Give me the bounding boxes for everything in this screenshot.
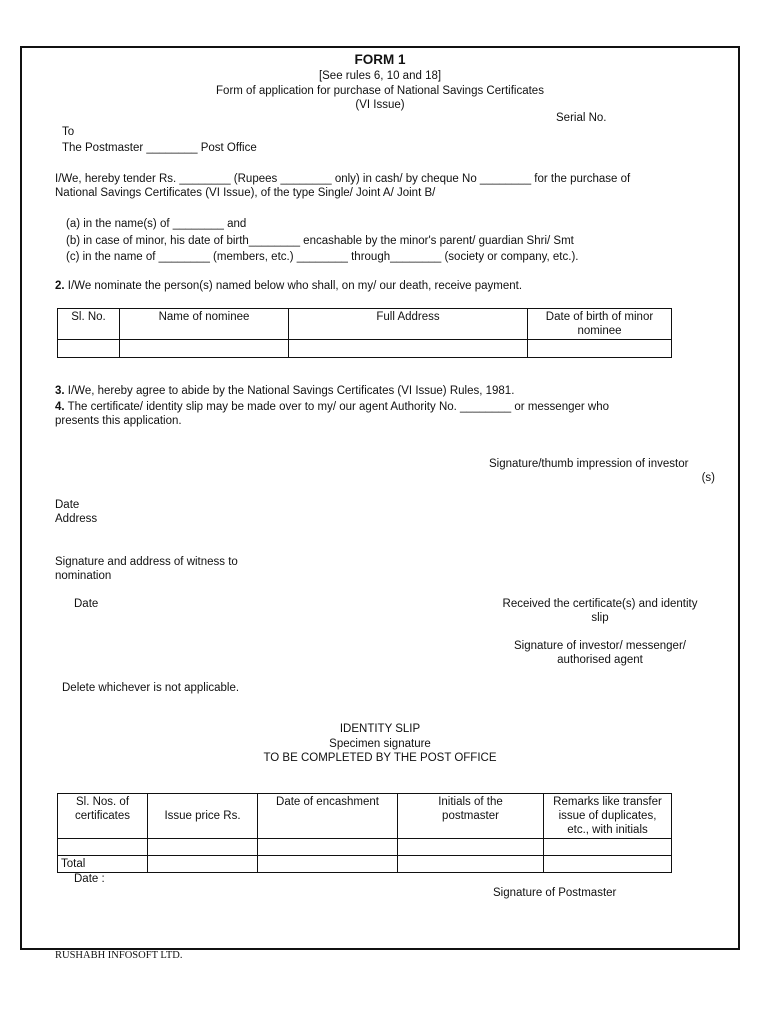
slip-total-cell[interactable] [258,856,398,873]
option-c: (c) in the name of ________ (members, etc.) ________ through________ (society or company, etc.). [66,251,579,263]
slip-total-label: Total [58,856,148,873]
slip-col-initials: Initials of the postmaster [398,794,544,839]
agent-signature-label-2: authorised agent [557,654,643,666]
slip-total-row [58,856,672,873]
nominee-table [57,308,672,358]
date-label-2: Date [74,598,99,610]
slip-col-serials: Sl. Nos. of certificates [58,794,148,839]
signature-investor-label-2: (s) [701,472,715,484]
tender-line-2: National Savings Certificates (VI Issue), of the type Single/ Joint A/ Joint B/ [55,187,436,199]
specimen-signature-label: Specimen signature [329,738,431,750]
clause-3-number: 3. [55,385,65,397]
signature-investor-label: Signature/thumb impression of investor [489,458,689,470]
nominee-table-row [58,340,672,358]
slip-cell[interactable] [544,839,672,856]
slip-cell[interactable] [148,839,258,856]
nominee-cell-dob[interactable] [528,340,672,358]
clause-3 [55,384,514,398]
option-b: (b) in case of minor, his date of birth________ encashable by the minor's parent/ guardian Shri/ Smt [66,235,574,247]
slip-col-issue-price: Issue price Rs. [148,794,258,839]
clause-4 [55,400,609,414]
slip-table-row [58,839,672,856]
to-label: To [62,126,75,138]
address-label: Address [55,513,98,525]
nominee-col-dob: Date of birth of minor nominee [528,309,672,340]
nominee-col-slno: Sl. No. [58,309,120,340]
identity-slip-title: IDENTITY SLIP [339,723,421,735]
agent-signature-label: Signature of investor/ messenger/ [514,640,686,652]
slip-cell[interactable] [398,839,544,856]
slip-table-header-row [58,794,672,839]
form-subtitle: Form of application for purchase of National Savings Certificates [216,85,544,97]
slip-col-encashment: Date of encashment [258,794,398,839]
witness-label: Signature and address of witness to [55,556,238,568]
form-title: FORM 1 [354,52,406,67]
nominee-col-name: Name of nominee [120,309,289,340]
received-label: Received the certificate(s) and identity [502,598,698,610]
witness-label-2: nomination [55,570,112,582]
clause-4-text: The certificate/ identity slip may be made over to my/ our agent Authority No. ________ or messenger who [64,401,610,413]
form-rules: [See rules 6, 10 and 18] [318,70,442,82]
option-a: (a) in the name(s) of ________ and [66,218,247,230]
slip-cell[interactable] [58,839,148,856]
clause-3-text: I/We, hereby agree to abide by the National Savings Certificates (VI Issue) Rules, 1981. [64,385,515,397]
slip-total-cell[interactable] [398,856,544,873]
clause-4-number: 4. [55,401,65,413]
nominee-cell-name[interactable] [120,340,289,358]
postmaster-signature-label: Signature of Postmaster [493,887,617,899]
footer-company: RUSHABH INFOSOFT LTD. [55,950,183,961]
form-issue: (VI Issue) [355,99,405,111]
clause-2 [55,279,522,293]
serial-number-label: Serial No. [556,112,607,124]
clause-4-line-2: presents this application. [55,415,182,427]
clause-2-text: I/We nominate the person(s) named below who shall, on my/ our death, receive payment. [64,280,523,292]
nominee-cell-slno[interactable] [58,340,120,358]
post-office-note: TO BE COMPLETED BY THE POST OFFICE [263,752,497,764]
date-label: Date [55,499,80,511]
slip-total-cell[interactable] [544,856,672,873]
nominee-col-address: Full Address [289,309,528,340]
slip-total-cell[interactable] [148,856,258,873]
received-label-2: slip [591,612,609,624]
identity-slip-table [57,793,672,873]
delete-note: Delete whichever is not applicable. [62,682,240,694]
nominee-cell-address[interactable] [289,340,528,358]
slip-date-label: Date : [74,873,105,885]
tender-line-1: I/We, hereby tender Rs. ________ (Rupees ________ only) in cash/ by cheque No ________ for the purchase of [55,173,631,185]
clause-2-number: 2. [55,280,65,292]
slip-col-remarks: Remarks like transfer issue of duplicates, etc., with initials [544,794,672,839]
postmaster-line: The Postmaster ________ Post Office [62,142,257,154]
nominee-table-header-row [58,309,672,340]
slip-cell[interactable] [258,839,398,856]
